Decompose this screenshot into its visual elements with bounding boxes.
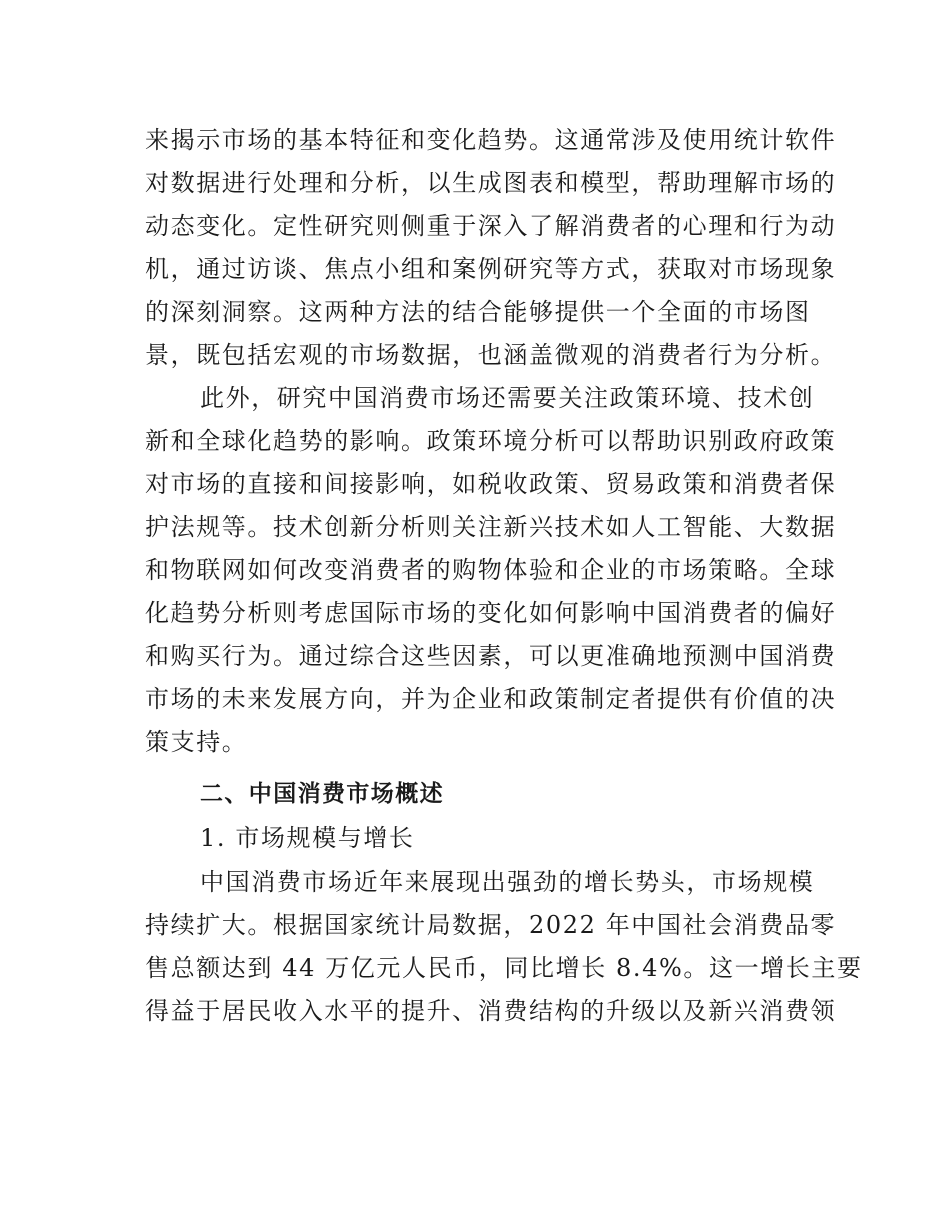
paragraph-last-line: 策支持。 (145, 728, 248, 756)
paragraph-line: 对市场的直接和间接影响，如税收政策、贸易政策和消费者保 (145, 470, 837, 498)
paragraph-first-line: 中国消费市场近年来展现出强劲的增长势头，市场规模 (200, 868, 815, 896)
section-heading: 二、中国消费市场概述 (200, 781, 444, 807)
paragraph-line: 售总额达到 44 万亿元人民币，同比增长 8.4%。这一增长主要 (145, 954, 863, 982)
paragraph-first-line: 此外，研究中国消费市场还需要关注政策环境、技术创 (200, 384, 815, 412)
paragraph-line: 化趋势分析则考虑国际市场的变化如何影响中国消费者的偏好 (145, 599, 837, 627)
paragraph-line: 动态变化。定性研究则侧重于深入了解消费者的心理和行为动 (145, 212, 837, 240)
paragraph-line: 和购买行为。通过综合这些因素，可以更准确地预测中国消费 (145, 642, 837, 670)
paragraph-line: 和物联网如何改变消费者的购物体验和企业的市场策略。全球 (145, 556, 837, 584)
paragraph-line: 市场的未来发展方向，并为企业和政策制定者提供有价值的决 (145, 685, 837, 713)
subsection-heading: 1. 市场规模与增长 (200, 824, 415, 852)
paragraph-line: 护法规等。技术创新分析则关注新兴技术如人工智能、大数据 (145, 513, 837, 541)
paragraph-line: 得益于居民收入水平的提升、消费结构的升级以及新兴消费领 (145, 997, 837, 1025)
paragraph-line: 来揭示市场的基本特征和变化趋势。这通常涉及使用统计软件 (145, 126, 837, 154)
paragraph-line: 新和全球化趋势的影响。政策环境分析可以帮助识别政府政策 (145, 427, 837, 455)
paragraph-line: 的深刻洞察。这两种方法的结合能够提供一个全面的市场图 (145, 298, 811, 326)
paragraph-line: 景，既包括宏观的市场数据，也涵盖微观的消费者行为分析。 (145, 341, 837, 369)
paragraph-line: 机，通过访谈、焦点小组和案例研究等方式，获取对市场现象 (145, 255, 837, 283)
paragraph-line: 持续扩大。根据国家统计局数据，2022 年中国社会消费品零 (145, 911, 837, 939)
paragraph-line: 对数据进行处理和分析，以生成图表和模型，帮助理解市场的 (145, 169, 837, 197)
